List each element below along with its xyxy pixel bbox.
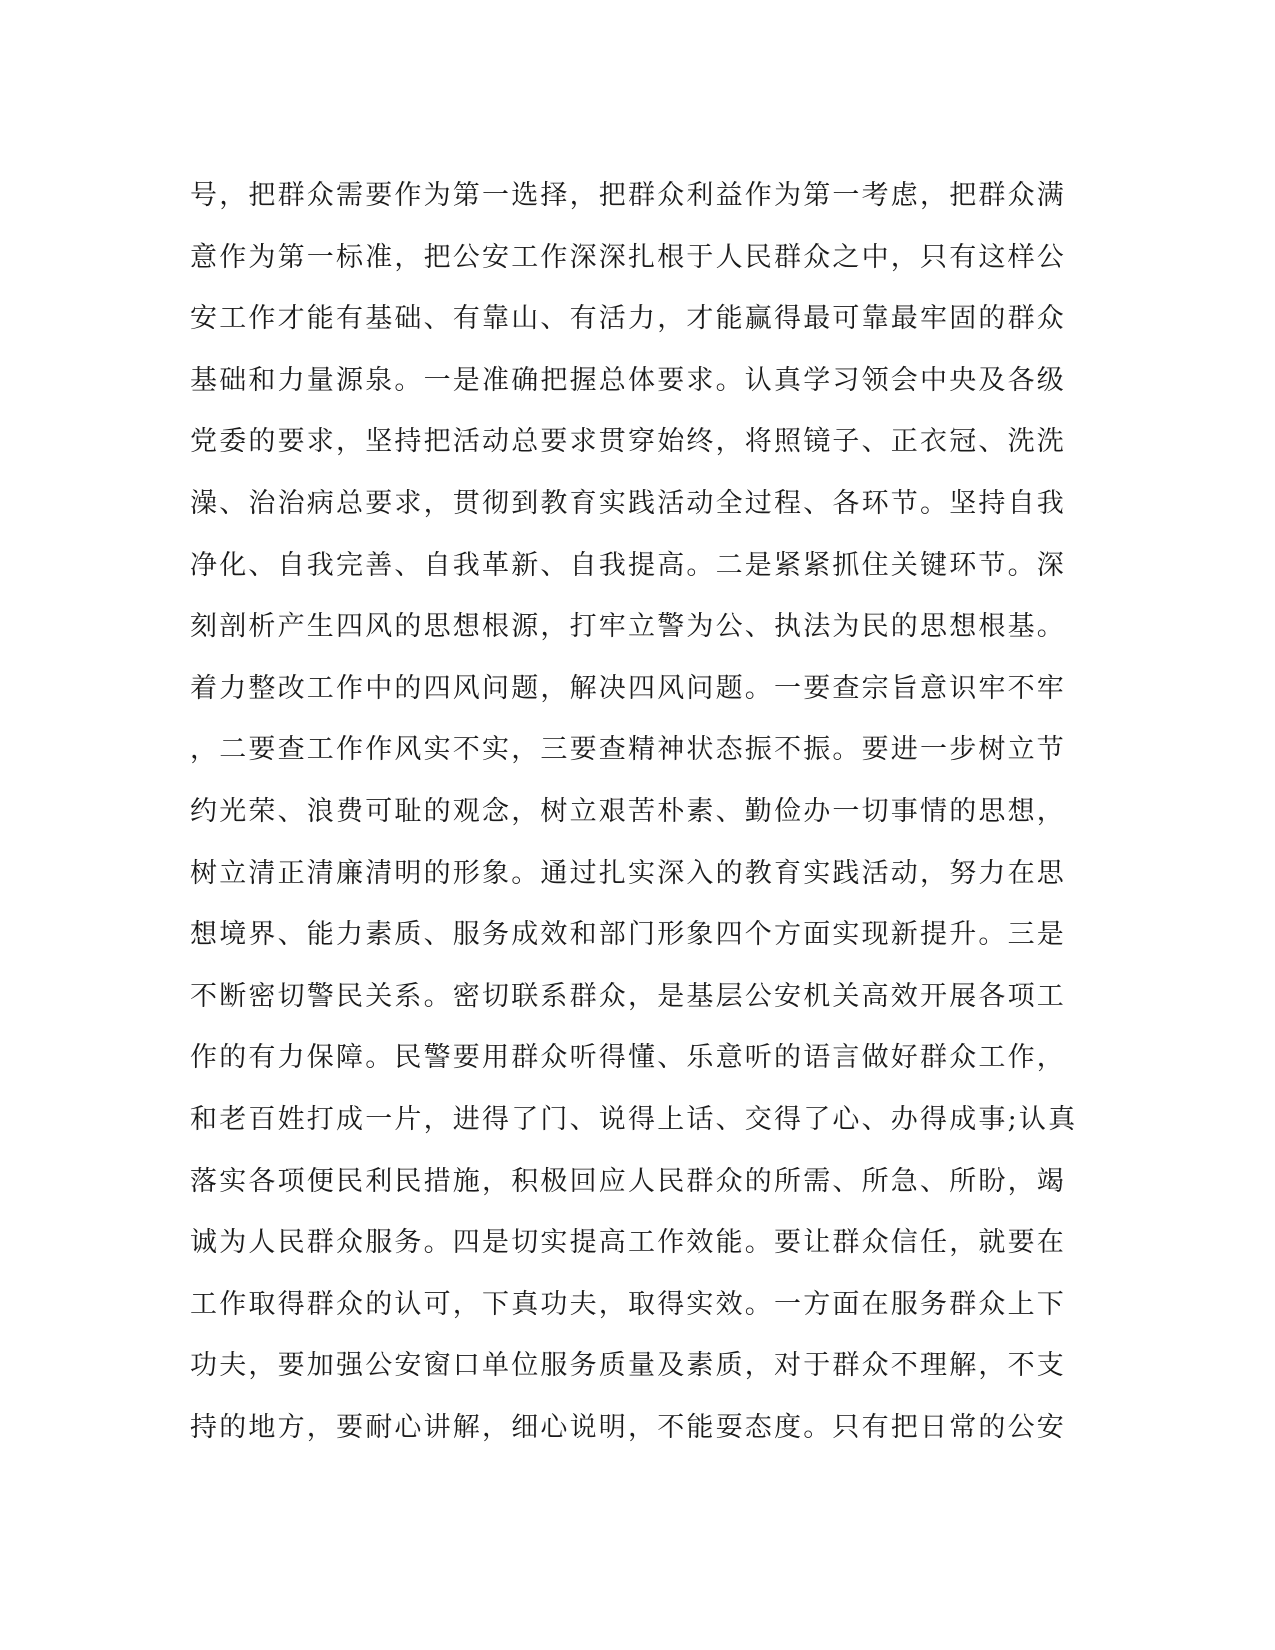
text-line: 着力整改工作中的四风问题，解决四风问题。一要查宗旨意识牢不牢 xyxy=(190,672,1066,704)
text-line: 净化、自我完善、自我革新、自我提高。二是紧紧抓住关键环节。深 xyxy=(190,549,1066,581)
text-line: 不断密切警民关系。密切联系群众，是基层公安机关高效开展各项工 xyxy=(190,980,1066,1012)
text-line: 功夫，要加强公安窗口单位服务质量及素质，对于群众不理解，不支 xyxy=(190,1350,1066,1382)
text-line: 落实各项便民利民措施，积极回应人民群众的所需、所急、所盼，竭 xyxy=(190,1165,1066,1197)
text-line: 安工作才能有基础、有靠山、有活力，才能赢得最可靠最牢固的群众 xyxy=(190,303,1066,335)
body-text xyxy=(190,165,1078,1458)
text-line: 工作取得群众的认可，下真功夫，取得实效。一方面在服务群众上下 xyxy=(190,1288,1066,1320)
text-line: 基础和力量源泉。一是准确把握总体要求。认真学习领会中央及各级 xyxy=(190,364,1066,396)
text-line: 持的地方，要耐心讲解，细心说明，不能耍态度。只有把日常的公安 xyxy=(190,1411,1066,1443)
text-line: 党委的要求，坚持把活动总要求贯穿始终，将照镜子、正衣冠、洗洗 xyxy=(190,426,1066,458)
text-line: 树立清正清廉清明的形象。通过扎实深入的教育实践活动，努力在思 xyxy=(190,857,1066,889)
text-line: 号，把群众需要作为第一选择，把群众利益作为第一考虑，把群众满 xyxy=(190,180,1066,211)
text-line: 想境界、能力素质、服务成效和部门形象四个方面实现新提升。三是 xyxy=(190,919,1066,951)
text-line: 和老百姓打成一片，进得了门、说得上话、交得了心、办得成事;认真 xyxy=(190,1103,1078,1135)
text-line: ，二要查工作作风实不实，三要查精神状态振不振。要进一步树立节 xyxy=(190,734,1066,766)
text-line: 约光荣、浪费可耻的观念，树立艰苦朴素、勤俭办一切事情的思想， xyxy=(190,795,1066,827)
text-line: 诚为人民群众服务。四是切实提高工作效能。要让群众信任，就要在 xyxy=(190,1227,1066,1259)
text-line: 作的有力保障。民警要用群众听得懂、乐意听的语言做好群众工作， xyxy=(190,1042,1066,1074)
text-line: 刻剖析产生四风的思想根源，打牢立警为公、执法为民的思想根基。 xyxy=(190,611,1066,643)
text-line: 澡、治治病总要求，贯彻到教育实践活动全过程、各环节。坚持自我 xyxy=(190,487,1066,519)
text-line: 意作为第一标准，把公安工作深深扎根于人民群众之中，只有这样公 xyxy=(190,241,1066,273)
